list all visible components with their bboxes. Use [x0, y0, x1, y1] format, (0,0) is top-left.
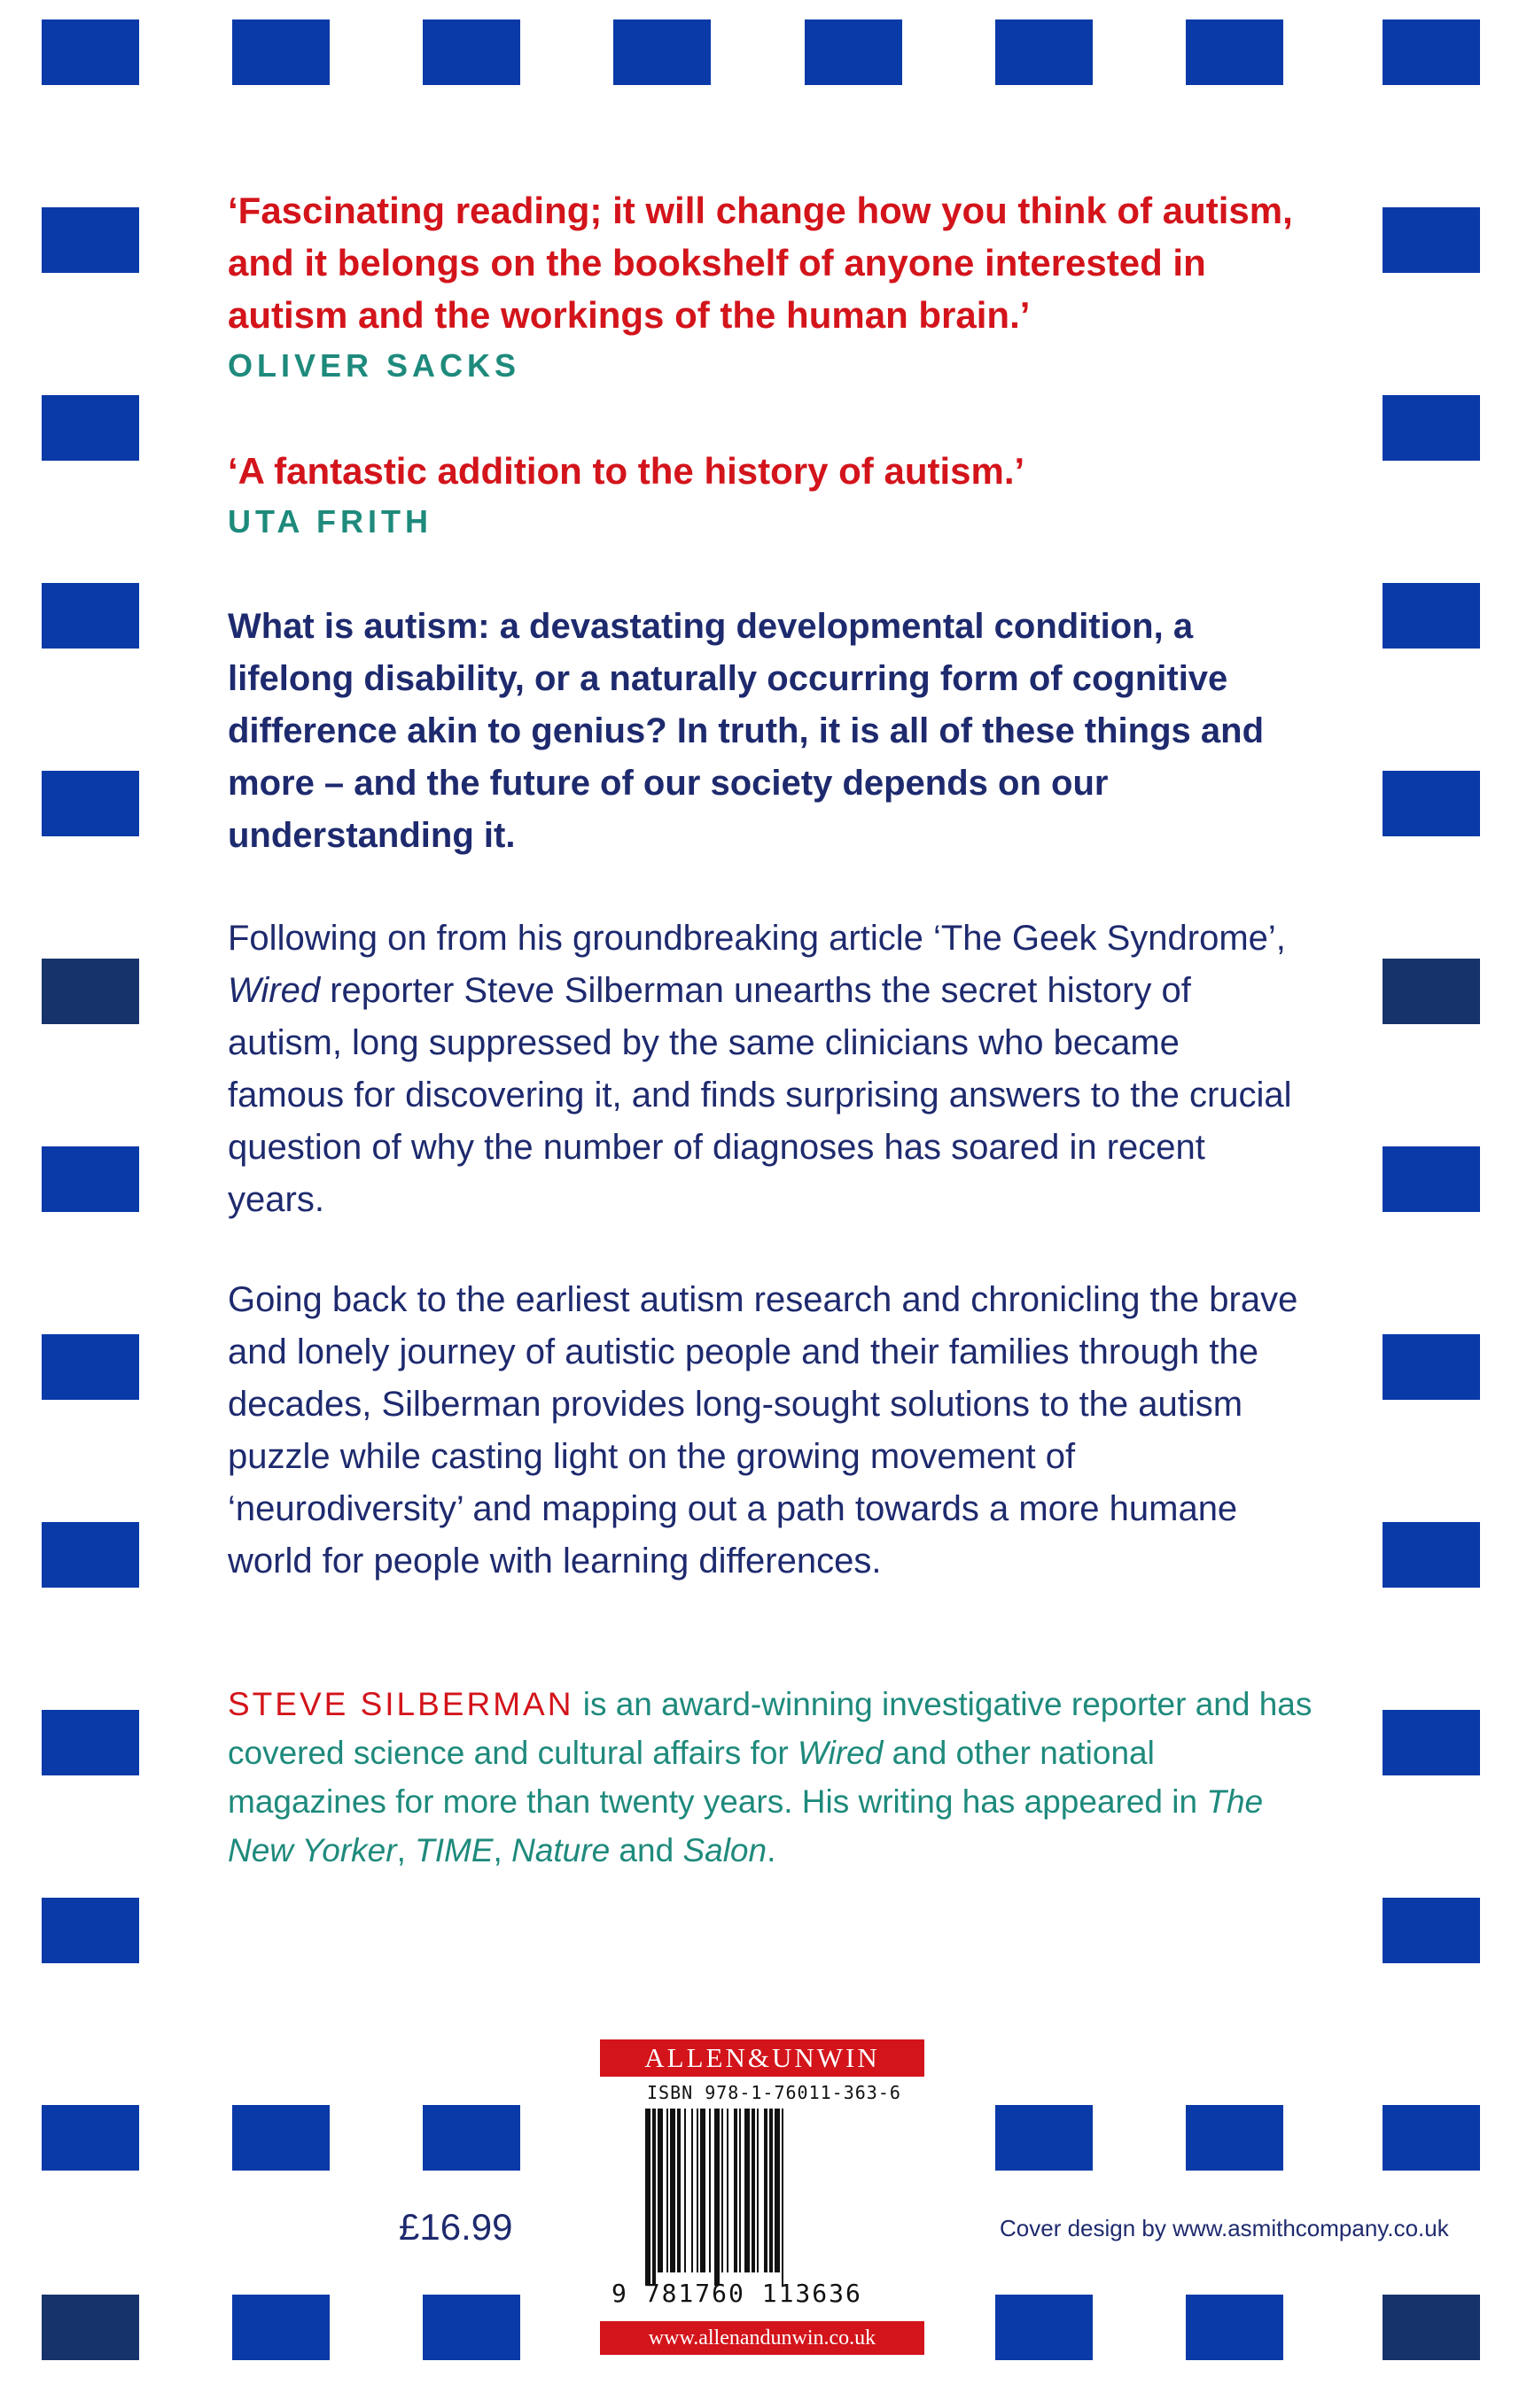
- decor-square-right: [1383, 1898, 1480, 1963]
- quote-block-frith: [228, 445, 1300, 541]
- quote-block-sacks: [228, 184, 1300, 385]
- decor-square-lower: [1186, 2105, 1283, 2171]
- barcode-bar: [782, 2109, 783, 2286]
- bio-text: is an award-winning investigative reporter and has covered science and cultural affairs for: [228, 1686, 1313, 1771]
- author-name: STEVE SILBERMAN: [228, 1686, 574, 1722]
- decor-square-bottom: [42, 2295, 139, 2360]
- decor-square-top-4: [613, 19, 711, 85]
- paragraph-2: [228, 913, 1300, 1226]
- decor-square-left: [42, 395, 139, 461]
- barcode-bar: [757, 2109, 759, 2272]
- decor-square-left: [42, 959, 139, 1024]
- decor-square-left: [42, 583, 139, 649]
- isbn-text: ISBN 978-1-76011-363-6: [647, 2082, 901, 2103]
- barcode-bar: [739, 2109, 741, 2272]
- barcode-bar: [670, 2109, 675, 2272]
- quote-author: OLIVER SACKS: [228, 347, 521, 384]
- decor-square-right: [1383, 1334, 1480, 1400]
- decor-square-left: [42, 207, 139, 273]
- barcode-bar: [769, 2109, 773, 2272]
- decor-square-right: [1383, 1710, 1480, 1775]
- paragraph-3: Going back to the earliest autism research and chronicling the brave and lonely journey of autistic people and their families through the decades, Silberman provides long-sought solutions to the autism puzzle while casting light on the growing movement of ‘neurodiversity’ and mapping out a path towards a more humane world for people with learning differences.: [228, 1280, 1298, 1581]
- decor-square-left: [42, 1146, 139, 1212]
- barcode-bar: [721, 2109, 723, 2272]
- barcode-bar: [744, 2109, 750, 2272]
- barcode-bar: [709, 2109, 711, 2272]
- decor-square-top-3: [423, 19, 520, 85]
- decor-square-right: [1383, 395, 1480, 461]
- barcode-bar: [775, 2109, 780, 2272]
- decor-square-top-2: [232, 19, 330, 85]
- barcode-bar: [684, 2109, 686, 2272]
- bio-italic-pub: The New Yorker: [228, 1783, 1264, 1868]
- barcode-bar: [714, 2109, 720, 2286]
- author-bio: [228, 1680, 1318, 1875]
- ean-number: [611, 2279, 862, 2308]
- decor-square-right: [1383, 583, 1480, 649]
- decor-square-bottom: [423, 2295, 520, 2360]
- decor-square-left: [42, 1334, 139, 1400]
- decor-square-right: [1383, 1146, 1480, 1212]
- decor-square-left: [42, 1898, 139, 1963]
- decor-square-right: [1383, 959, 1480, 1024]
- barcode-bar: [700, 2109, 705, 2272]
- paragraph-2-after: reporter Steve Silberman unearths the secret history of autism, long suppressed by the same clinicians who became famous for discovering it, and finds surprising answers to the crucial question of why the number of diagnoses has soared in recent years.: [228, 971, 1292, 1219]
- bio-italic-pub: Nature: [511, 1832, 611, 1868]
- bio-sep: and: [610, 1832, 683, 1868]
- decor-square-left: [42, 1522, 139, 1588]
- bio-text: and other national magazines for more than twenty years. His writing has appeared in: [228, 1735, 1207, 1820]
- decor-square-top-8: [1383, 19, 1480, 85]
- decor-square-lower: [995, 2105, 1093, 2171]
- paragraph-2-italic: Wired: [228, 971, 321, 1010]
- decor-square-top-6: [995, 19, 1093, 85]
- decor-square-left: [42, 1710, 139, 1775]
- lead-paragraph: What is autism: a devastating developmental condition, a lifelong disability, or a naturally occurring form of cognitive difference akin to genius? In truth, it is all of these things and more – and the future of our society depends on our understanding it.: [228, 607, 1265, 855]
- author-bio-block: [228, 1680, 1318, 1875]
- decor-square-bottom: [1383, 2295, 1480, 2360]
- lead-paragraph-block: [228, 601, 1300, 862]
- bio-italic-pub: Salon: [682, 1832, 767, 1868]
- decor-square-top-1: [42, 19, 139, 85]
- bio-end: .: [767, 1832, 776, 1868]
- paragraph-2-before: Following on from his groundbreaking article ‘The Geek Syndrome’,: [228, 919, 1286, 958]
- bio-sep: ,: [396, 1832, 416, 1868]
- barcode-bar: [697, 2109, 698, 2272]
- decor-square-right: [1383, 771, 1480, 836]
- bio-italic-pub: TIME: [415, 1832, 494, 1868]
- ean-rest: 781760 113636: [644, 2279, 862, 2308]
- barcode-bar: [752, 2109, 755, 2272]
- paragraph-3-block: [228, 1274, 1300, 1588]
- bio-italic-wired: Wired: [798, 1735, 884, 1771]
- decor-square-lower: [232, 2105, 330, 2171]
- bio-sep: ,: [493, 1832, 512, 1868]
- barcode-bar: [727, 2109, 728, 2272]
- decor-square-lower: [1383, 2105, 1480, 2171]
- barcode-bar: [734, 2109, 737, 2272]
- barcode: [645, 2109, 884, 2286]
- decor-square-bottom: [1186, 2295, 1283, 2360]
- quote-text: ‘A fantastic addition to the history of autism.’: [228, 450, 1025, 492]
- decor-square-bottom: [995, 2295, 1093, 2360]
- price: £16.99: [399, 2206, 513, 2248]
- decor-square-left: [42, 771, 139, 836]
- barcode-bar: [764, 2109, 767, 2272]
- decor-square-bottom: [232, 2295, 330, 2360]
- decor-square-right: [1383, 207, 1480, 273]
- publisher-website[interactable]: www.allenandunwin.co.uk: [600, 2321, 924, 2355]
- barcode-bar: [652, 2109, 656, 2286]
- publisher-logo: ALLEN&UNWIN: [600, 2039, 924, 2077]
- decor-square-top-5: [805, 19, 902, 85]
- barcode-bar: [645, 2109, 650, 2286]
- barcode-bar: [677, 2109, 681, 2272]
- paragraph-2-block: [228, 913, 1300, 1226]
- barcode-bar: [666, 2109, 668, 2272]
- barcode-bar: [691, 2109, 693, 2272]
- ean-first-digit: 9: [611, 2279, 628, 2308]
- quote-text: ‘Fascinating reading; it will change how you think of autism, and it belongs on the bookshelf of anyone interested in autism and the workings of the human brain.’: [228, 190, 1293, 336]
- cover-design-credit: Cover design by www.asmithcompany.co.uk: [1000, 2215, 1449, 2241]
- decor-square-lower: [423, 2105, 520, 2171]
- barcode-bar: [658, 2109, 663, 2272]
- decor-square-top-7: [1186, 19, 1283, 85]
- decor-square-right: [1383, 1522, 1480, 1588]
- quote-author: UTA FRITH: [228, 503, 432, 540]
- decor-square-left: [42, 2105, 139, 2171]
